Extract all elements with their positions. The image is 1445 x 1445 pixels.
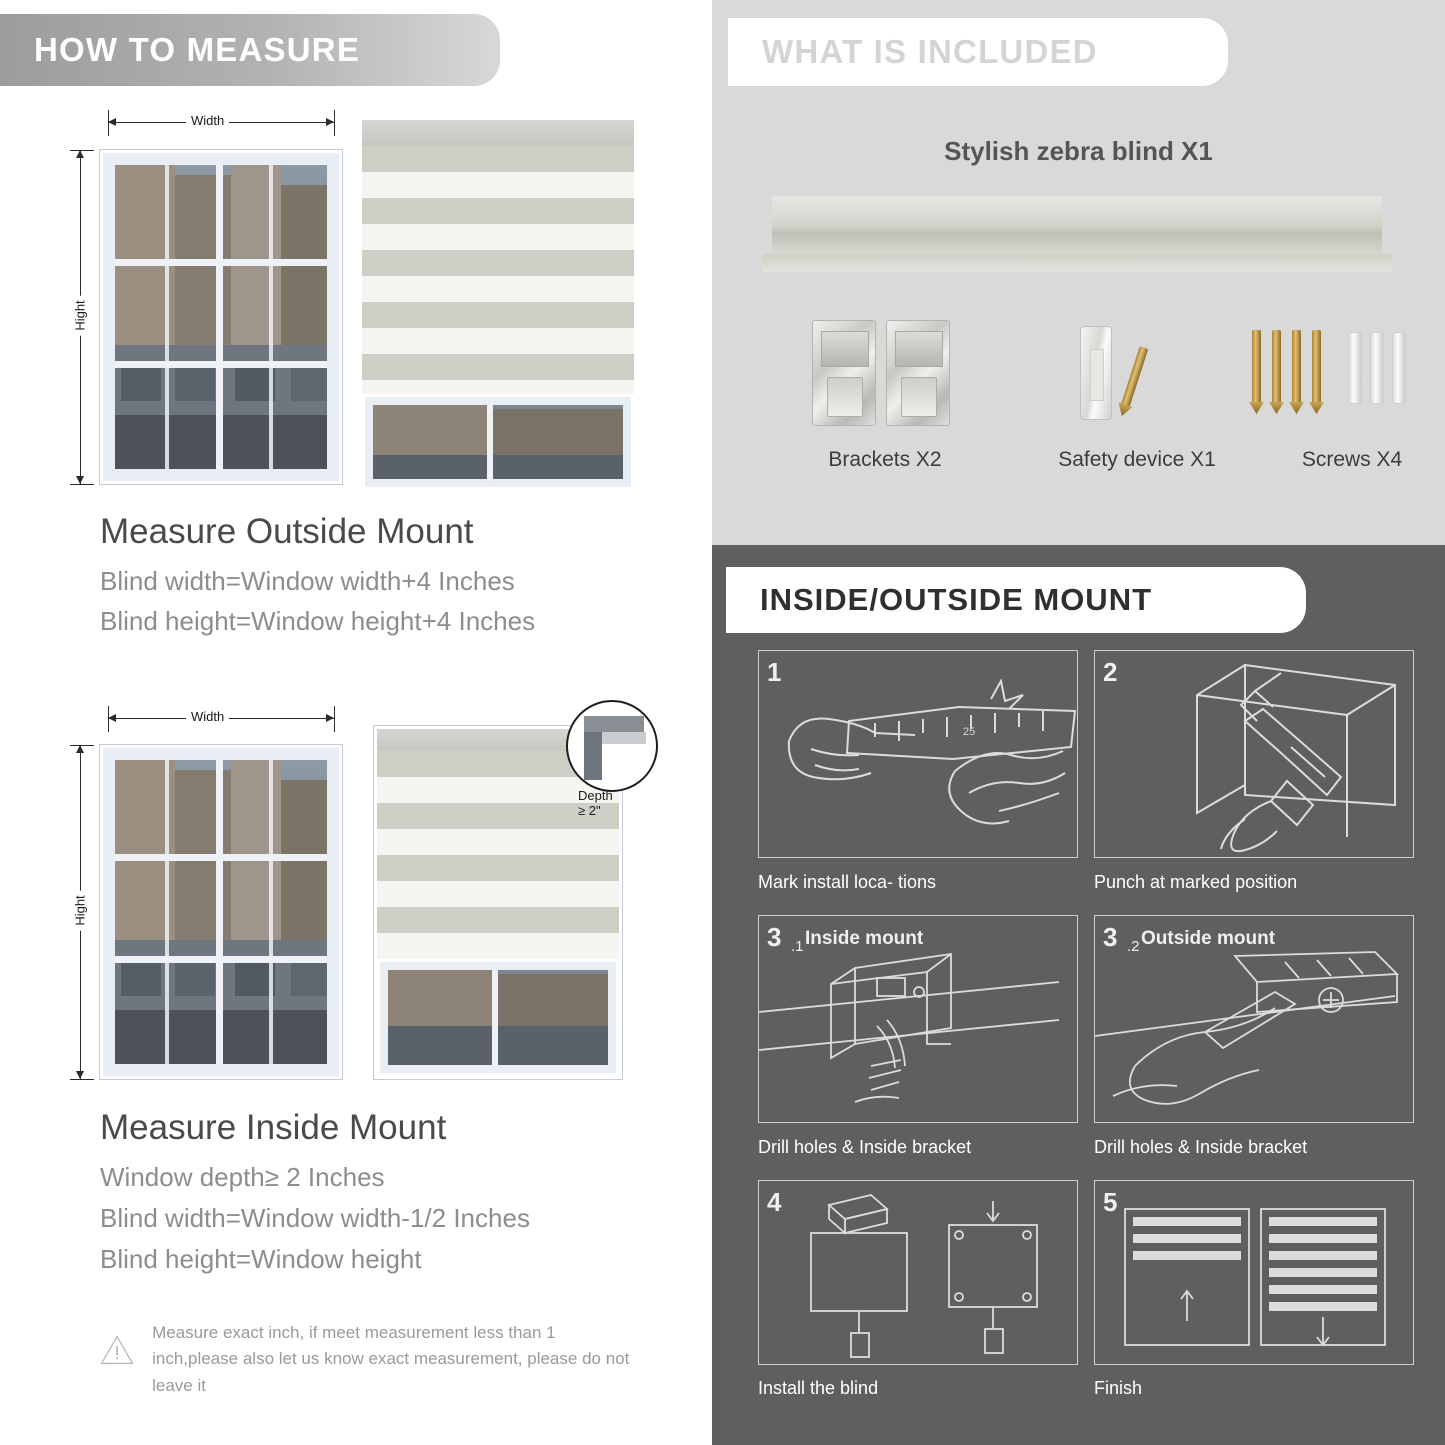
step-2-figure [1094,650,1414,858]
window-mullion-horizontal-2 [115,361,327,368]
outside-mount-heading: Measure Outside Mount [100,512,474,551]
step-1-figure [758,650,1078,858]
outside-width-tick-right [334,110,335,136]
window-inside-mullion-horizontal-1 [115,854,327,861]
outside-width-arrow-right [326,118,334,126]
outside-height-label: Hight [73,295,88,335]
inside-mount-heading: Measure Inside Mount [100,1108,447,1147]
part-safety-label: Safety device X1 [1058,448,1216,471]
outside-mount-line-2: Blind height=Window height+4 Inches [100,606,536,636]
inside-mount-line-2: Blind width=Window width-1/2 Inches [100,1203,530,1233]
inside-width-arrow-right [326,714,334,722]
part-screws [1252,330,1445,440]
step-4-sketch [759,1181,1078,1365]
zebra-blind-product [762,196,1392,274]
step-3-2-subnumber: .2 [1127,938,1140,955]
inside-width-tick-left [108,706,109,732]
window-inside-mullion-vertical-3 [269,760,273,1064]
step-1-number: 1 [767,657,782,687]
window-inside-mullion-vertical-2 [165,760,169,1064]
window-outside [100,150,342,484]
step-3-2-mode-label: Outside mount [1141,928,1276,949]
outside-mount-line-1: Blind width=Window width+4 Inches [100,566,515,596]
depth-label: Depth ≥ 2" [578,788,613,818]
warning-triangle-icon [100,1320,134,1380]
mount-banner [726,567,1306,633]
outside-width-tick-left [108,110,109,136]
inside-width-tick-right [334,706,335,732]
step-3-1-number: 3 [767,922,782,952]
step-5-sketch [1095,1181,1414,1365]
inside-mount-line-3: Blind height=Window height [100,1244,422,1274]
screw-icon-1 [1252,330,1261,404]
blind-stripes [362,146,634,406]
inside-height-tick-top [70,745,94,746]
outside-width-label: Width [186,113,229,128]
window-mullion-vertical [216,165,223,469]
how-to-measure-banner [0,14,500,86]
bracket-icon-2 [886,320,950,426]
bracket-icon-1 [812,320,876,426]
window-mullion-horizontal-1 [115,259,327,266]
inside-width-arrow-left [108,714,116,722]
part-brackets-label: Brackets X2 [828,448,942,471]
blind-tube [772,196,1382,258]
step-5-figure [1094,1180,1414,1365]
screw-icon-3 [1292,330,1301,404]
window-inside [100,745,342,1079]
step-4 [758,1180,1078,1430]
step-5 [1094,1180,1414,1430]
part-brackets [800,320,970,430]
blind-headrail [362,120,634,146]
how-to-measure-title: HOW TO MEASURE [34,31,361,68]
step-3-2-caption: Drill holes & Inside bracket [1094,1137,1308,1157]
blind-window-below [362,394,634,490]
window-mullion-vertical-2 [165,165,169,469]
anchor-icon-2 [1370,332,1384,404]
inside-outside-mount-panel [712,545,1445,1445]
outside-height-arrow-down [76,476,84,484]
inside-width-label: Width [186,709,229,724]
product-title: Stylish zebra blind X1 [944,136,1213,166]
step-2-number: 2 [1103,657,1118,687]
screw-icon-4 [1312,330,1321,404]
step-2 [1094,650,1414,900]
step-5-number: 5 [1103,1187,1118,1217]
anchor-icon-1 [1348,332,1362,404]
how-to-measure-panel [0,0,712,1445]
blind-inside-window-below [377,959,619,1076]
measure-warning-text: Measure exact inch, if meet measurement less than 1 inch,please also let us know exact measurement, please do not leave it [152,1323,630,1395]
step-3-2 [1094,915,1414,1165]
inside-height-arrow-down [76,1071,84,1079]
mount-title: INSIDE/OUTSIDE MOUNT [760,582,1153,617]
screw-icon-2 [1272,330,1281,404]
window-inside-mullion-horizontal-2 [115,956,327,963]
inside-height-arrow-up [76,745,84,753]
depth-magnifier-circle [566,700,658,792]
step-1-caption: Mark install loca- tions [758,872,937,892]
window-inside-mullion-vertical [216,760,223,1064]
what-is-included-panel [712,0,1445,545]
step-2-caption: Punch at marked position [1094,872,1298,892]
outside-height-tick-bottom [70,484,94,485]
anchor-icon-3 [1392,332,1406,404]
what-is-included-title: WHAT IS INCLUDED [762,33,1098,70]
step-2-sketch [1095,651,1414,858]
what-is-included-banner [728,18,1228,86]
inside-mount-line-1: Window depth≥ 2 Inches [100,1162,385,1192]
step-1 [758,650,1078,900]
safety-screw-icon [1121,346,1149,408]
step-3-1 [758,915,1078,1165]
svg-text:25: 25 [963,726,976,738]
outside-height-arrow-up [76,150,84,158]
blind-bottom-rail [762,254,1392,272]
step-4-number: 4 [767,1187,782,1217]
step-3-1-mode-label: Inside mount [805,928,924,949]
part-safety-device [1042,324,1232,434]
step-3-1-figure [758,915,1078,1123]
outside-width-arrow-left [108,118,116,126]
measure-warning [100,1320,640,1399]
step-3-1-caption: Drill holes & Inside bracket [758,1137,972,1157]
blind-outside [362,120,634,490]
step-1-sketch [759,651,1078,858]
inside-height-tick-bottom [70,1079,94,1080]
step-4-caption: Install the blind [758,1378,879,1398]
step-4-figure [758,1180,1078,1365]
step-3-2-number: 3 [1103,922,1118,952]
step-3-2-figure [1094,915,1414,1123]
part-screws-label: Screws X4 [1301,448,1403,471]
included-parts-row [752,320,1403,471]
outside-height-tick-top [70,150,94,151]
window-mullion-vertical-3 [269,165,273,469]
step-5-caption: Finish [1094,1378,1143,1398]
step-3-1-subnumber: .1 [791,938,804,955]
inside-height-label: Hight [73,890,88,930]
safety-device-icon [1080,326,1112,420]
